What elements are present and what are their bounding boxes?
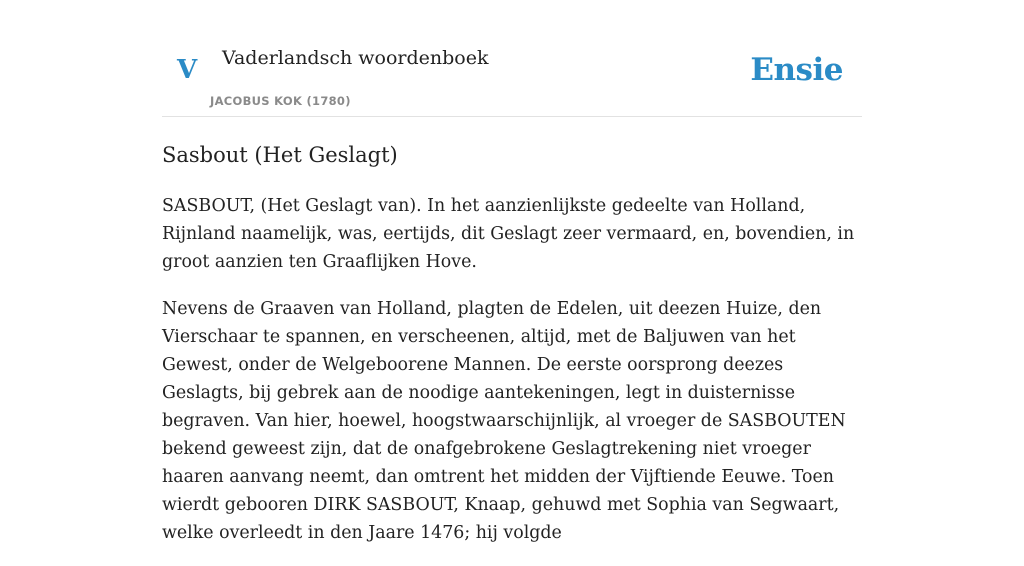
header: [162, 0, 862, 117]
book-author: JACOBUS KOK (1780): [210, 94, 351, 108]
paragraph: Nevens de Graaven van Holland, plagten de Edelen, uit deezen Huize, den Vierschaar te spannen, en verscheenen, altijd, met de Baljuwen van het Gewest, onder de Welgeboorene Mannen. De eerste oorsprong deezes Geslagts, bij gebrek aan de noodige aantekeningen, legt in duisternisse begraven. Van hier, hoewel, hoogstwaarschijnlijk, al vroeger de SASBOUTEN bekend geweest zijn, dat de onafgebrokene Geslagtrekening niet vroeger haaren aanvang neemt, dan omtrent het midden der Vijftiende Eeuwe. Toen wierdt gebooren DIRK SASBOUT, Knaap, gehuwd met Sophia van Segwaart, welke overleedt in den Jaare 1476; hij volgde: [162, 299, 846, 543]
paragraph: SASBOUT, (Het Geslagt van). In het aanzienlijkste gedeelte van Holland, Rijnland naamelijk, was, eertijds, dit Geslagt zeer vermaard, en, bovendien, in groot aanzien ten Graaflijken Hove.: [162, 196, 855, 272]
entry-title: Sasbout (Het Geslagt): [162, 143, 398, 167]
ensie-logo-link[interactable]: Ensie: [750, 52, 843, 88]
article: [162, 136, 862, 566]
book-title-link[interactable]: Vaderlandsch woordenboek: [222, 47, 489, 69]
book-letter-icon[interactable]: V: [177, 55, 198, 85]
